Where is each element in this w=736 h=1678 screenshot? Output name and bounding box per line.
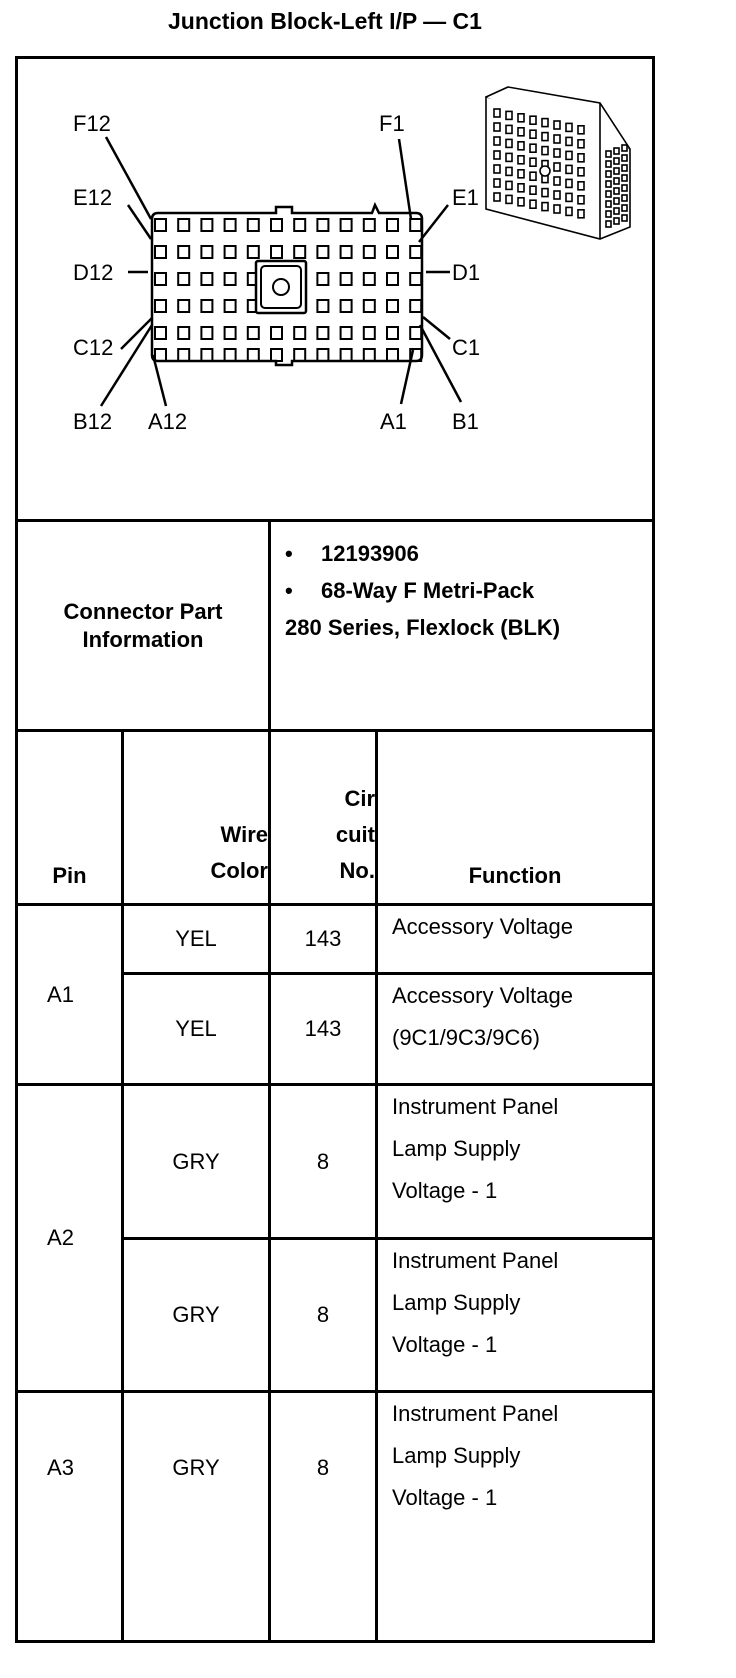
cavity [294, 327, 305, 339]
cavity [225, 349, 236, 361]
center-lock [256, 261, 306, 313]
cavity [271, 219, 282, 231]
cavity [155, 273, 166, 285]
label-B1: B1 [452, 409, 479, 434]
cavity [155, 327, 166, 339]
cavity [410, 327, 421, 339]
cavity [225, 300, 236, 312]
wire-color-cell: GRY [172, 1455, 220, 1481]
label-C12: C12 [73, 335, 114, 360]
label-F1: F1 [379, 111, 405, 136]
cavity [155, 219, 166, 231]
cavity [178, 349, 189, 361]
cavity [178, 246, 189, 258]
wire-color-cell: GRY [172, 1148, 220, 1174]
cavity [341, 300, 352, 312]
label-E1: E1 [452, 185, 479, 210]
cavity [201, 300, 212, 312]
cavity [294, 219, 305, 231]
cavity [225, 246, 236, 258]
label-A1: A1 [380, 409, 407, 434]
header-circuit-no: Cir cuit No. [335, 786, 375, 883]
part-description: 68-Way F Metri-Pack [321, 578, 535, 603]
circuit-cell: 8 [316, 1148, 330, 1174]
function-cell: Accessory Voltage (9C1/9C3/9C6) [392, 983, 573, 1050]
wire-color-cell: YEL [175, 926, 217, 952]
cavity [155, 349, 166, 361]
cavity [317, 349, 328, 361]
cavity [387, 246, 398, 258]
cavity [248, 349, 259, 361]
cavity [364, 300, 375, 312]
cavity [387, 349, 398, 361]
label-E12: E12 [73, 185, 113, 210]
connector-info-label: Connector Part Information [63, 599, 223, 652]
circuit-cell: 8 [316, 1302, 330, 1328]
cavity [201, 246, 212, 258]
cavity [387, 219, 398, 231]
cavity [294, 349, 305, 361]
cavity [317, 219, 328, 231]
part-description-2: 280 Series, Flexlock (BLK) [285, 615, 561, 640]
cavity [248, 327, 259, 339]
cavity [271, 327, 282, 339]
function-cell: Instrument Panel Lamp Supply Voltage - 1 [392, 1248, 559, 1357]
header-function: Function [468, 862, 562, 888]
connector-info-values: • 12193906 • 68-Way F Metri-Pack 280 Series, Flexlock (BLK) [271, 535, 631, 646]
cavity [225, 219, 236, 231]
wire-color-cell: YEL [175, 1016, 217, 1042]
cavity [410, 300, 421, 312]
cavity [155, 246, 166, 258]
label-B12: B12 [73, 409, 113, 434]
cavity [387, 300, 398, 312]
cavity [225, 327, 236, 339]
header-pin: Pin [52, 862, 87, 888]
cavity [201, 327, 212, 339]
cavity [201, 219, 212, 231]
cavity [317, 327, 328, 339]
cavity [225, 273, 236, 285]
cavity [410, 246, 421, 258]
connector-3d-view-icon [486, 87, 630, 239]
cavity [341, 273, 352, 285]
pin-cell: A3 [47, 1455, 74, 1481]
wire-color-cell: GRY [172, 1302, 220, 1328]
page-title: Junction Block-Left I/P — C1 [168, 8, 482, 34]
label-D12: D12 [73, 260, 114, 285]
label-A12: A12 [148, 409, 188, 434]
cavity [248, 246, 259, 258]
connector-frame [15, 56, 655, 1643]
cavity [387, 327, 398, 339]
cavity [271, 246, 282, 258]
cavity [271, 349, 282, 361]
cavity [317, 273, 328, 285]
cavity [294, 246, 305, 258]
cavity [155, 300, 166, 312]
function-cell: Accessory Voltage [392, 914, 573, 939]
pin-cell: A1 [47, 981, 74, 1007]
cavity [341, 327, 352, 339]
cavity [341, 349, 352, 361]
cavity [178, 273, 189, 285]
cavity [178, 219, 189, 231]
connector-diagram [18, 59, 652, 519]
pin-cell: A2 [47, 1225, 74, 1251]
cavity [364, 349, 375, 361]
cavity [201, 349, 212, 361]
cavity [341, 219, 352, 231]
label-F12: F12 [73, 111, 111, 136]
header-wire-color: Wire Color [210, 822, 268, 883]
circuit-cell: 143 [304, 926, 342, 952]
circuit-cell: 8 [316, 1455, 330, 1481]
cavity [317, 300, 328, 312]
function-cell: Instrument Panel Lamp Supply Voltage - 1 [392, 1094, 559, 1203]
circuit-cell: 143 [304, 1016, 342, 1042]
cavity [410, 273, 421, 285]
part-number: 12193906 [321, 541, 419, 566]
cavity [341, 246, 352, 258]
cavity [317, 246, 328, 258]
label-D1: D1 [452, 260, 481, 285]
cavity [364, 273, 375, 285]
cavity [248, 219, 259, 231]
cavity [364, 219, 375, 231]
cavity [201, 273, 212, 285]
cavity [364, 327, 375, 339]
cavity [178, 327, 189, 339]
cavity [387, 273, 398, 285]
cavity [178, 300, 189, 312]
label-C1: C1 [452, 335, 481, 360]
cavity [364, 246, 375, 258]
function-cell: Instrument Panel Lamp Supply Voltage - 1 [392, 1401, 559, 1510]
cavity [410, 219, 421, 231]
